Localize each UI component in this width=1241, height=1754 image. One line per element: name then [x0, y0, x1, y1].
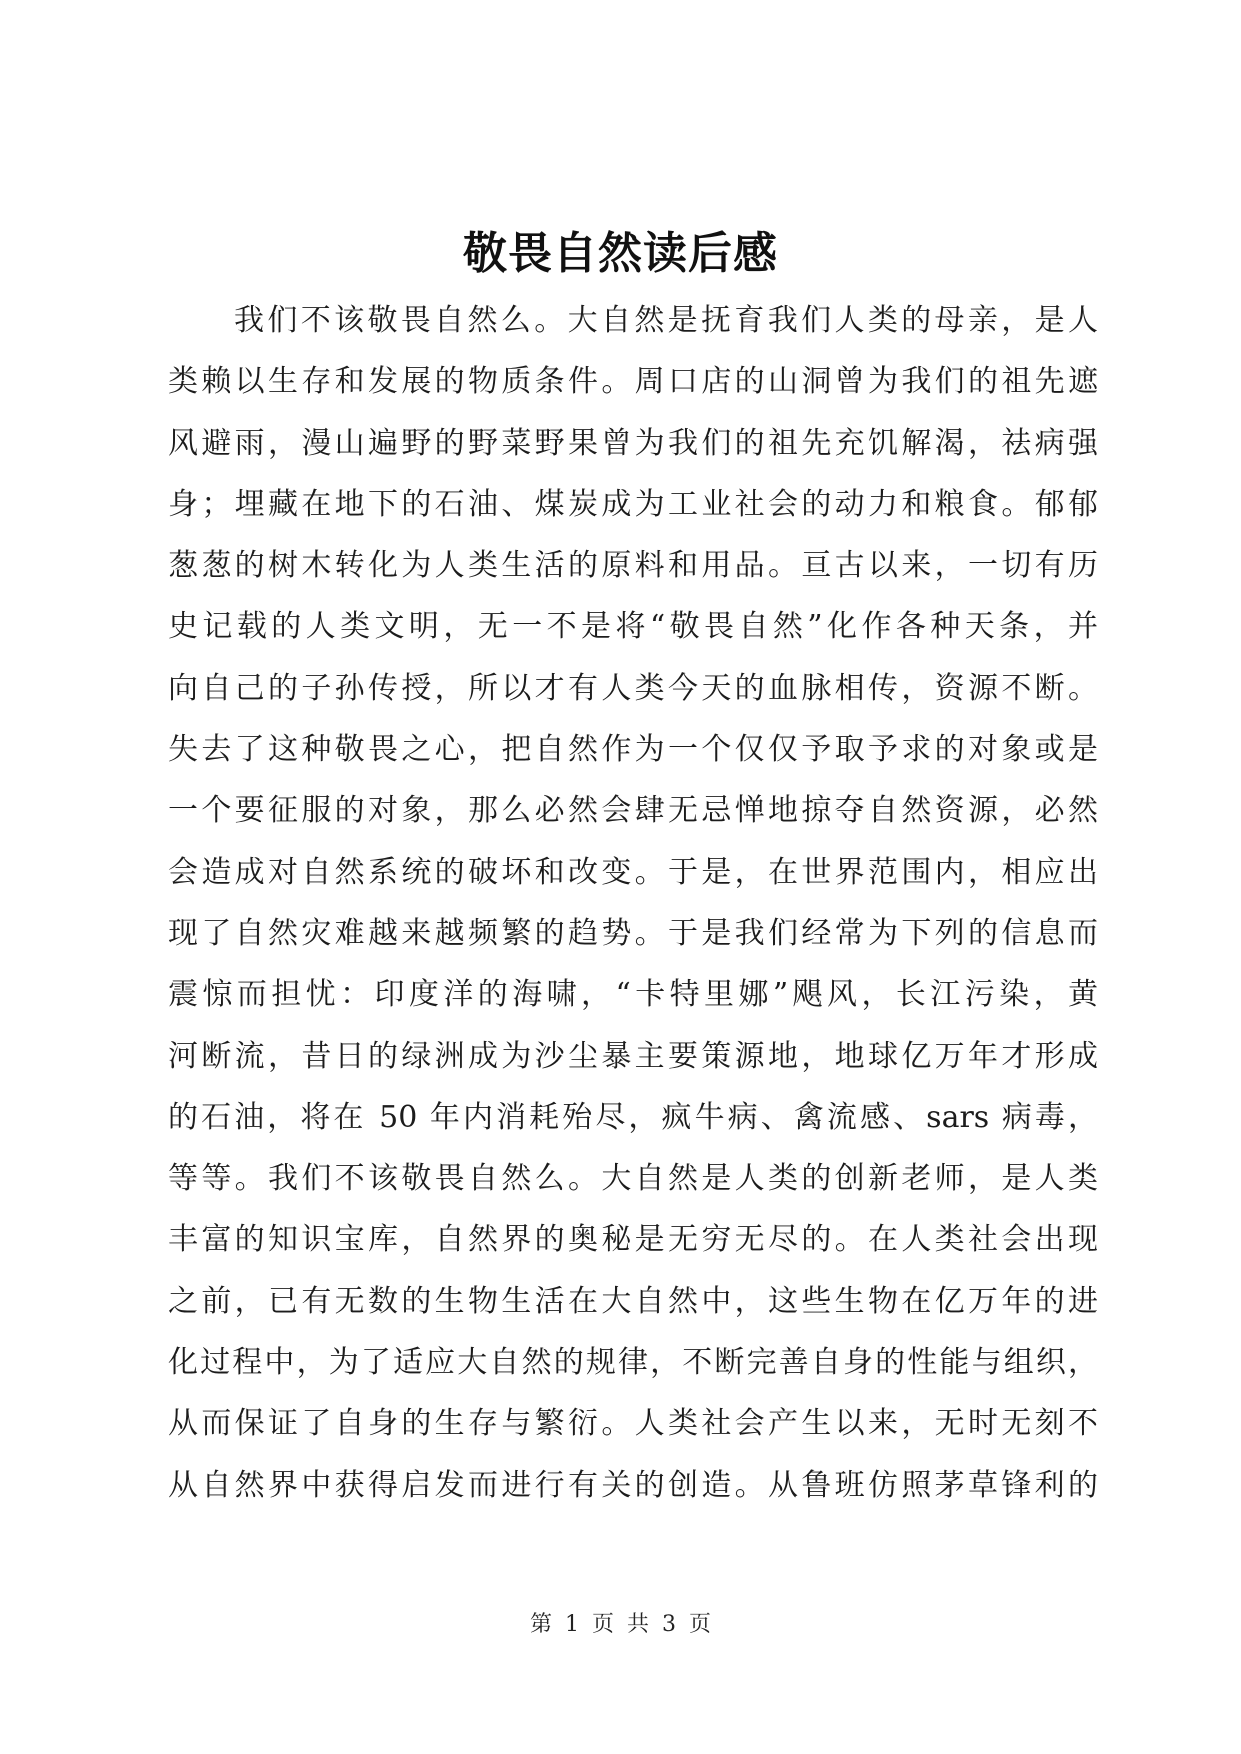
text-line: 失去了这种敬畏之心，把自然作为一个仅仅予取予求的对象或是 — [168, 732, 1098, 768]
page-number-footer: 第 1 页 共 3 页 — [530, 1612, 711, 1637]
text-line: 一个要征服的对象，那么必然会肆无忌惮地掠夺自然资源，必然 — [168, 793, 1098, 829]
text-line: 身；埋藏在地下的石油、煤炭成为工业社会的动力和粮食。郁郁 — [168, 486, 1098, 522]
text-line: 葱葱的树木转化为人类生活的原料和用品。亘古以来，一切有历 — [168, 548, 1098, 584]
text-line: 史记载的人类文明，无一不是将“敬畏自然”化作各种天条，并 — [168, 609, 1098, 645]
body-paragraph — [168, 290, 1098, 1516]
text-line: 从自然界中获得启发而进行有关的创造。从鲁班仿照茅草锋利的 — [168, 1467, 1098, 1503]
text-line: 化过程中，为了适应大自然的规律，不断完善自身的性能与组织， — [168, 1345, 1098, 1381]
text-line: 向自己的子孙传授，所以才有人类今天的血脉相传，资源不断。 — [168, 670, 1098, 706]
text-line: 类赖以生存和发展的物质条件。周口店的山洞曾为我们的祖先遮 — [168, 364, 1098, 400]
text-line: 风避雨，漫山遍野的野菜野果曾为我们的祖先充饥解渴，祛病强 — [168, 425, 1098, 461]
text-line: 现了自然灾难越来越频繁的趋势。于是我们经常为下列的信息而 — [168, 915, 1098, 951]
text-line: 会造成对自然系统的破坏和改变。于是，在世界范围内，相应出 — [168, 854, 1098, 890]
text-line: 我们不该敬畏自然么。大自然是抚育我们人类的母亲，是人 — [234, 303, 1098, 338]
text-line: 之前，已有无数的生物生活在大自然中，这些生物在亿万年的进 — [168, 1283, 1098, 1319]
text-line: 丰富的知识宝库，自然界的奥秘是无穷无尽的。在人类社会出现 — [168, 1222, 1098, 1258]
text-line: 河断流，昔日的绿洲成为沙尘暴主要策源地，地球亿万年才形成 — [168, 1038, 1098, 1074]
text-line: 震惊而担忧：印度洋的海啸，“卡特里娜”飓风，长江污染，黄 — [168, 977, 1098, 1013]
text-line: 从而保证了自身的生存与繁衍。人类社会产生以来，无时无刻不 — [168, 1406, 1098, 1442]
document-title: 敬畏自然读后感 — [463, 228, 778, 279]
text-line: 等等。我们不该敬畏自然么。大自然是人类的创新老师，是人类 — [168, 1161, 1098, 1197]
text-line: 的石油，将在 50 年内消耗殆尽，疯牛病、禽流感、sars 病毒， — [168, 1099, 1098, 1135]
